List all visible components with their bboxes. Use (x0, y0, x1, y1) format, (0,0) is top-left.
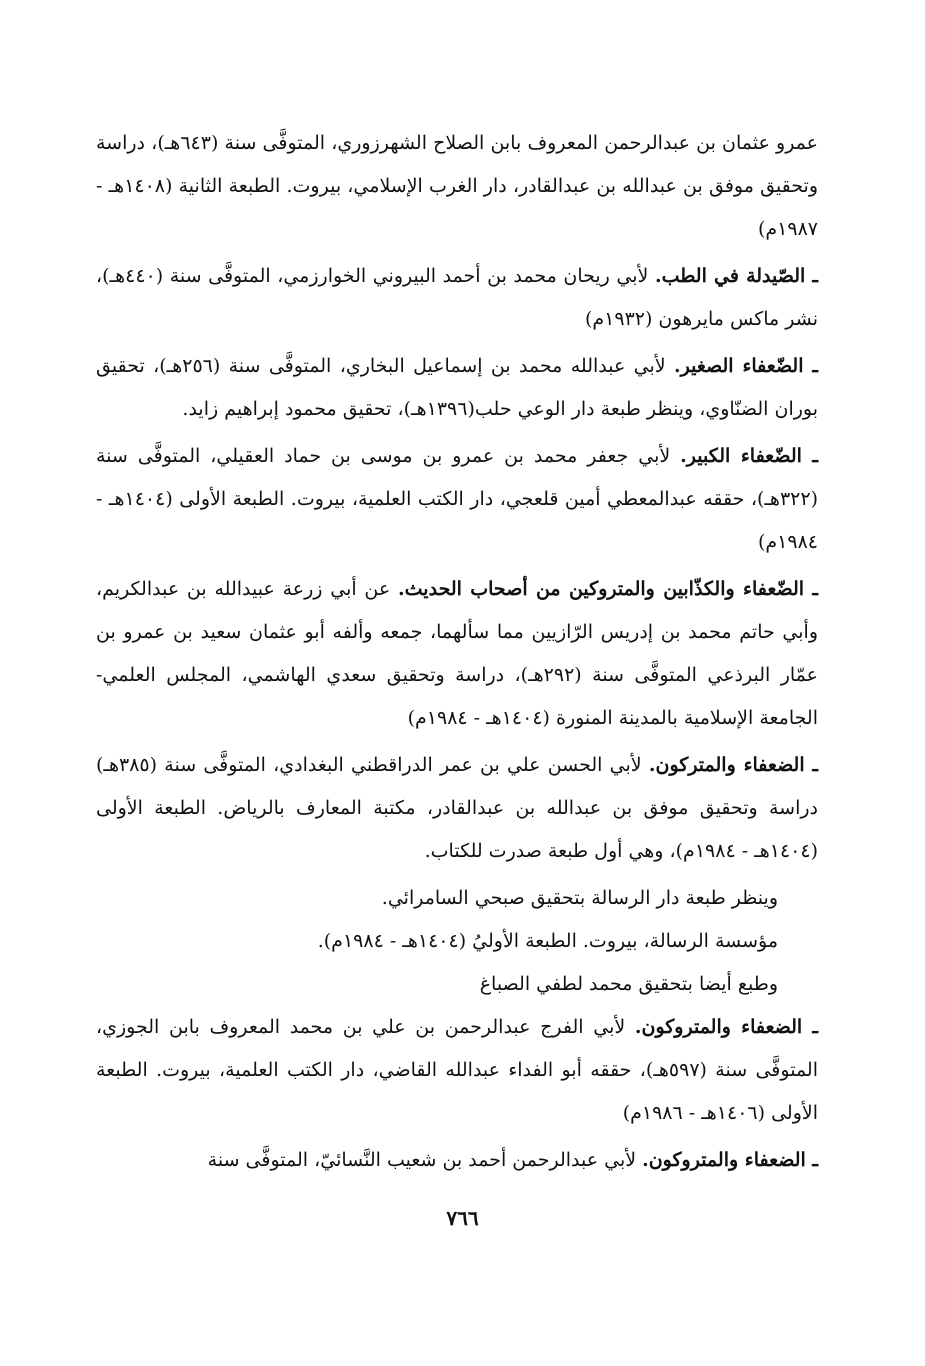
page-number: ٧٦٦ (446, 1206, 479, 1230)
bibliography-entry-4 (96, 435, 818, 564)
entry-text: عمرو عثمان بن عبدالرحمن المعروف بابن الصلاح الشهرزوري، المتوفَّى سنة (٦٤٣هـ)، دراسة وتحقيق موفق بن عبدالله بن عبدالقادر، دار الغرب الإسلامي، بيروت. الطبعة الثانية (١٤٠٨هـ - ١٩٨٧م) (96, 132, 818, 240)
entry-text: لأبي عبدالله محمد بن إسماعيل البخاري، المتوفَّى سنة (٢٥٦هـ)، تحقيق بوران الضنّاوي، وينظر طبعة دار الوعي حلب(١٣٩٦هـ)، تحقيق محمود إبراهيم زايد. (96, 355, 818, 420)
page-body (96, 122, 818, 1186)
bibliography-entry-7 (96, 1006, 818, 1135)
entry-title: ـ الضعفاء والمتروكون. (634, 1016, 819, 1038)
bibliography-entry-5 (96, 568, 818, 740)
bibliography-entry-3 (96, 345, 818, 431)
edition-note-3: وطبع أيضا بتحقيق محمد لطفي الصباغ (479, 973, 778, 995)
bibliography-entry-6 (96, 744, 818, 873)
entry-text: لأبي الفرج عبدالرحمن بن علي بن محمد المعروف بابن الجوزي، المتوفَّى سنة (٥٩٧هـ)، حققه أبو الفداء عبدالله القاضي، دار الكتب العلمية، بيروت. الطبعة الأولى (١٤٠٦هـ - ١٩٨٦م) (96, 1016, 818, 1124)
entry-title: ـ الضّعفاء الكبير. (680, 445, 818, 467)
entry-title: ـ الضعفاء والمتركون. (648, 754, 818, 776)
bibliography-entry-1 (96, 122, 818, 251)
edition-note-1: وينظر طبعة دار الرسالة بتحقيق صبحي السامرائي. (381, 887, 778, 909)
bibliography-entry-2 (96, 255, 818, 341)
entry-title: ـ الضّعفاء الصغير. (673, 355, 818, 377)
entry-title: ـ الضعفاء والمتروكون. (642, 1149, 818, 1171)
entry-text: عن أبي زرعة عبيدالله بن عبدالكريم، وأبي حاتم محمد بن إدريس الرّازيين مما سألهما، جمعه وألفه أبو عثمان سعيد بن عمرو بن عمّار البرذعي المتوفَّى سنة (٢٩٢هـ)، دراسة وتحقيق سعدي الهاشمي، المجلس العلمي- الجامعة الإسلامية بالمدينة المنورة (١٤٠٤هـ - ١٩٨٤م) (96, 578, 818, 729)
entry-text: لأبي ريحان محمد بن أحمد البيروني الخوارزمي، المتوفَّى سنة (٤٤٠هـ)، نشر ماكس مايرهون (١٩٣٢م) (96, 265, 818, 330)
entry-title: ـ الصّيدلة في الطب. (654, 265, 818, 287)
entry-text: لأبي جعفر محمد بن عمرو بن موسى بن حماد العقيلي، المتوفَّى سنة (٣٢٢هـ)، حققه عبدالمعطي أمين قلعجي، دار الكتب العلمية، بيروت. الطبعة الأولى (١٤٠٤هـ - ١٩٨٤م) (96, 445, 819, 553)
entry-text: لأبي الحسن علي بن عمر الدراقطني البغدادي، المتوفَّى سنة (٣٨٥هـ) دراسة وتحقيق موفق بن عبدالله بن عبدالقادر، مكتبة المعارف بالرياض. الطبعة الأولى (١٤٠٤هـ - ١٩٨٤م)، وهي أول طبعة صدرت للكتاب. (96, 754, 818, 862)
edition-note-2: مؤسسة الرسالة، بيروت. الطبعة الأوليُ (١٤٠٤هـ - ١٩٨٤م). (317, 930, 778, 952)
bibliography-entry-8 (96, 1139, 818, 1182)
entry-text: لأبي عبدالرحمن أحمد بن شعيب النَّسائيّ، المتوفَّى سنة (207, 1149, 637, 1171)
entry-title: ـ الضّعفاء والكذّابين والمتروكين من أصحاب الحديث. (398, 578, 818, 600)
